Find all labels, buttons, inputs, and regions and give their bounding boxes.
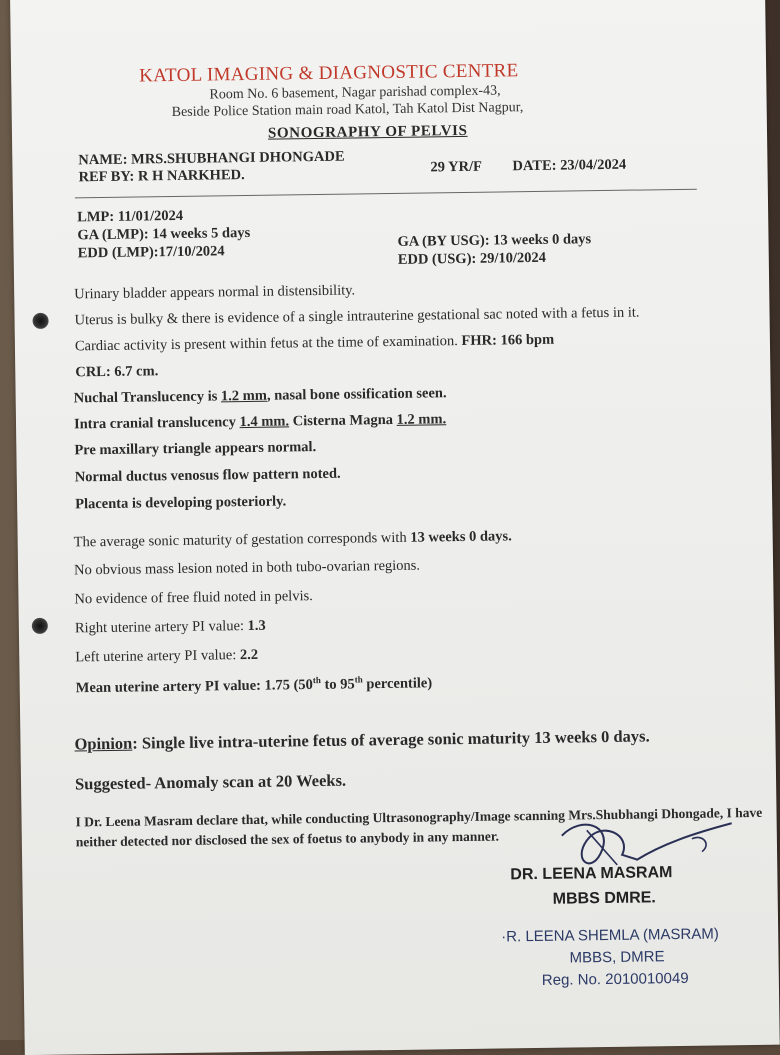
report-date: DATE: 23/04/2024 [512, 156, 627, 175]
stamp-line-2: MBBS, DMRE [569, 948, 665, 967]
opinion [74, 726, 649, 754]
mean-pi-end: percentile) [362, 675, 433, 693]
opinion-label: Opinion [74, 733, 133, 754]
finding-nt [74, 385, 447, 407]
finding-maturity [74, 528, 512, 551]
cm-value: 1.2 mm. [396, 411, 447, 428]
edd-lmp: EDD (LMP):17/10/2024 [77, 243, 225, 262]
report-page [10, 0, 780, 1055]
patient-age-sex: 29 YR/F [430, 158, 483, 176]
centre-name: KATOL IMAGING & DIAGNOSTIC CENTRE [139, 60, 519, 87]
finding-bladder: Urinary bladder appears normal in distensibility. [74, 282, 356, 303]
nt-rest: , nasal bone ossification seen. [266, 385, 447, 404]
finding-uterus: Uterus is bulky & there is evidence of a single intrauterine gestational sac noted with a fetus in it. [74, 304, 640, 329]
ga-lmp: GA (LMP): 14 weeks 5 days [77, 224, 251, 244]
address-line-1: Room No. 6 basement, Nagar parishad complex-43, [209, 83, 501, 103]
finding-ict [74, 411, 446, 433]
header-divider [75, 189, 697, 199]
cardiac-text: Cardiac activity is present within fetus at the time of examination. [74, 333, 458, 355]
finding-mean-pi [76, 673, 433, 697]
punch-hole-icon [32, 313, 48, 329]
referred-by: REF BY: R H NARKHED. [78, 167, 245, 186]
fhr-value: FHR: 166 bpm [461, 331, 555, 350]
finding-dv: Normal ductus venosus flow pattern noted. [74, 465, 341, 486]
cm-label: Cisterna Magna [292, 411, 394, 430]
stamp-line-3: Reg. No. 2010010049 [541, 969, 689, 989]
ict-label: Intra cranial translucency [73, 414, 237, 433]
ga-usg: GA (BY USG): 13 weeks 0 days [397, 231, 592, 250]
address-line-2: Beside Police Station main road Katol, Tah Katol Dist Nagpur, [171, 100, 524, 121]
suggestion: Suggested- Anomaly scan at 20 Weeks. [74, 770, 347, 794]
finding-placenta: Placenta is developing posteriorly. [75, 493, 287, 513]
finding-right-pi [75, 618, 266, 638]
right-pi-value: 1.3 [247, 617, 266, 635]
finding-mass: No obvious mass lesion noted in both tubo-ovarian regions. [73, 557, 421, 579]
opinion-text: : Single live intra-uterine fetus of average sonic maturity 13 weeks 0 days. [132, 726, 650, 753]
mean-pi-label: Mean uterine artery PI value: 1.75 (50 [75, 676, 313, 697]
left-pi-value: 2.2 [239, 646, 259, 664]
maturity-value: 13 weeks 0 days. [410, 528, 512, 546]
lmp: LMP: 11/01/2024 [77, 207, 184, 226]
doctor-name: DR. LEENA MASRAM [510, 864, 673, 884]
edd-usg: EDD (USG): 29/10/2024 [397, 249, 547, 268]
left-pi-label: Left uterine artery PI value: [75, 647, 237, 666]
stamp-line-1: ·R. LEENA SHEMLA (MASRAM) [501, 925, 719, 946]
mean-pi-sup-1: th [312, 674, 321, 686]
punch-hole-icon [32, 618, 48, 634]
declaration: I Dr. Leena Masram declare that, while conducting Ultrasonography/Image scanning Mrs.Shubhangi Dhongade, I have neither detected nor disclosed the sex of foetus to anybody in any manner. [75, 804, 763, 850]
finding-fluid: No evidence of free fluid noted in pelvis. [74, 588, 313, 608]
right-pi-label: Right uterine artery PI value: [74, 618, 245, 637]
finding-crl: CRL: 6.7 cm. [75, 363, 159, 381]
maturity-text: The average sonic maturity of gestation corresponds with [73, 529, 407, 551]
patient-name: NAME: MRS.SHUBHANGI DHONGADE [78, 148, 345, 169]
doctor-degree: MBBS DMRE. [552, 889, 656, 908]
finding-pmt: Pre maxillary triangle appears normal. [74, 439, 317, 459]
nt-label: Nuchal Translucency is [73, 388, 218, 407]
mean-pi-mid: to 95 [320, 676, 355, 693]
finding-cardiac [75, 332, 554, 356]
finding-left-pi [75, 647, 258, 667]
nt-value: 1.2 mm [220, 387, 267, 405]
mean-pi-sup-2: th [354, 674, 363, 685]
ict-value: 1.4 mm. [239, 413, 290, 431]
report-title: SONOGRAPHY OF PELVIS [267, 122, 468, 142]
